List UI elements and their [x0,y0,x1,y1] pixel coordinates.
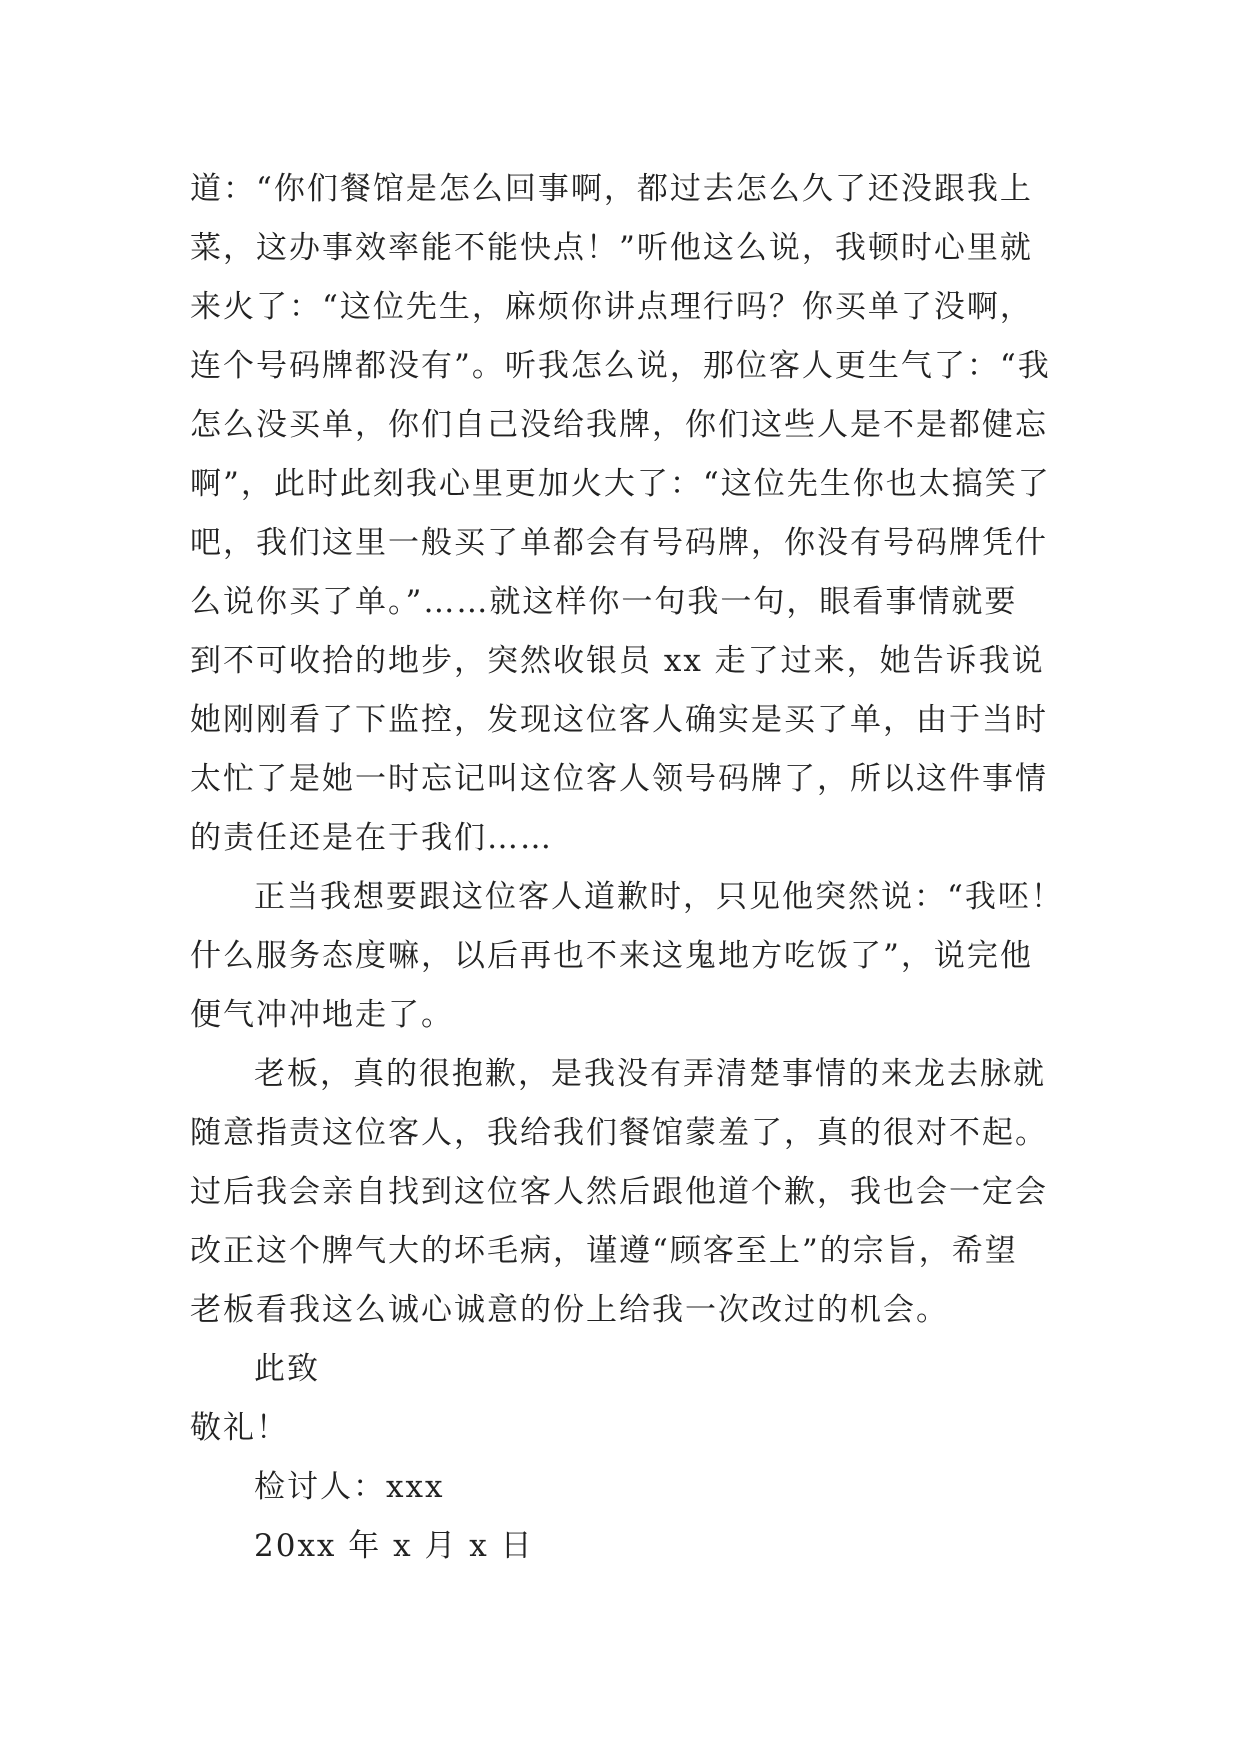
text-line: 连个号码牌都没有”。听我怎么说，那位客人更生气了：“我 [190,348,1051,384]
text-line: 检讨人：xxx [254,1469,445,1505]
text-line: 她刚刚看了下监控，发现这位客人确实是买了单，由于当时 [190,702,1048,738]
text-line: 此致 [254,1351,320,1387]
text-line: 菜，这办事效率能不能快点！”听他这么说，我顿时心里就 [190,230,1033,266]
text-line: 来火了：“这位先生，麻烦你讲点理行吗？你买单了没啊， [190,289,1033,325]
text-line: 老板，真的很抱歉，是我没有弄清楚事情的来龙去脉就 [254,1056,1046,1092]
text-line: 改正这个脾气大的坏毛病，谨遵“顾客至上”的宗旨，希望 [190,1233,1018,1269]
text-line: 敬礼！ [190,1410,289,1446]
text-line: 道：“你们餐馆是怎么回事啊，都过去怎么久了还没跟我上 [190,171,1033,207]
text-line: 正当我想要跟这位客人道歉时，只见他突然说：“我呸！ [254,879,1064,915]
text-line: 老板看我这么诚心诚意的份上给我一次改过的机会。 [190,1292,949,1328]
text-line: 20xx 年 x 月 x 日 [254,1528,534,1564]
text-line: 太忙了是她一时忘记叫这位客人领号码牌了，所以这件事情 [190,761,1048,797]
text-line: 随意指责这位客人，我给我们餐馆蒙羞了，真的很对不起。 [190,1115,1048,1151]
text-line: 的责任还是在于我们…… [190,820,553,856]
text-line: 啊”，此时此刻我心里更加火大了：“这位先生你也太搞笑了 [190,466,1051,502]
text-line: 到不可收拾的地步，突然收银员 xx 走了过来，她告诉我说 [190,643,1045,679]
text-line: 么说你买了单。”……就这样你一句我一句，眼看事情就要 [190,584,1018,620]
text-line: 吧，我们这里一般买了单都会有号码牌，你没有号码牌凭什 [190,525,1048,561]
text-line: 什么服务态度嘛，以后再也不来这鬼地方吃饭了”，说完他 [190,938,1033,974]
text-line: 过后我会亲自找到这位客人然后跟他道个歉，我也会一定会 [190,1174,1048,1210]
text-line: 便气冲冲地走了。 [190,997,454,1033]
document-body [190,160,1070,1576]
text-line: 怎么没买单，你们自己没给我牌，你们这些人是不是都健忘 [190,407,1048,443]
